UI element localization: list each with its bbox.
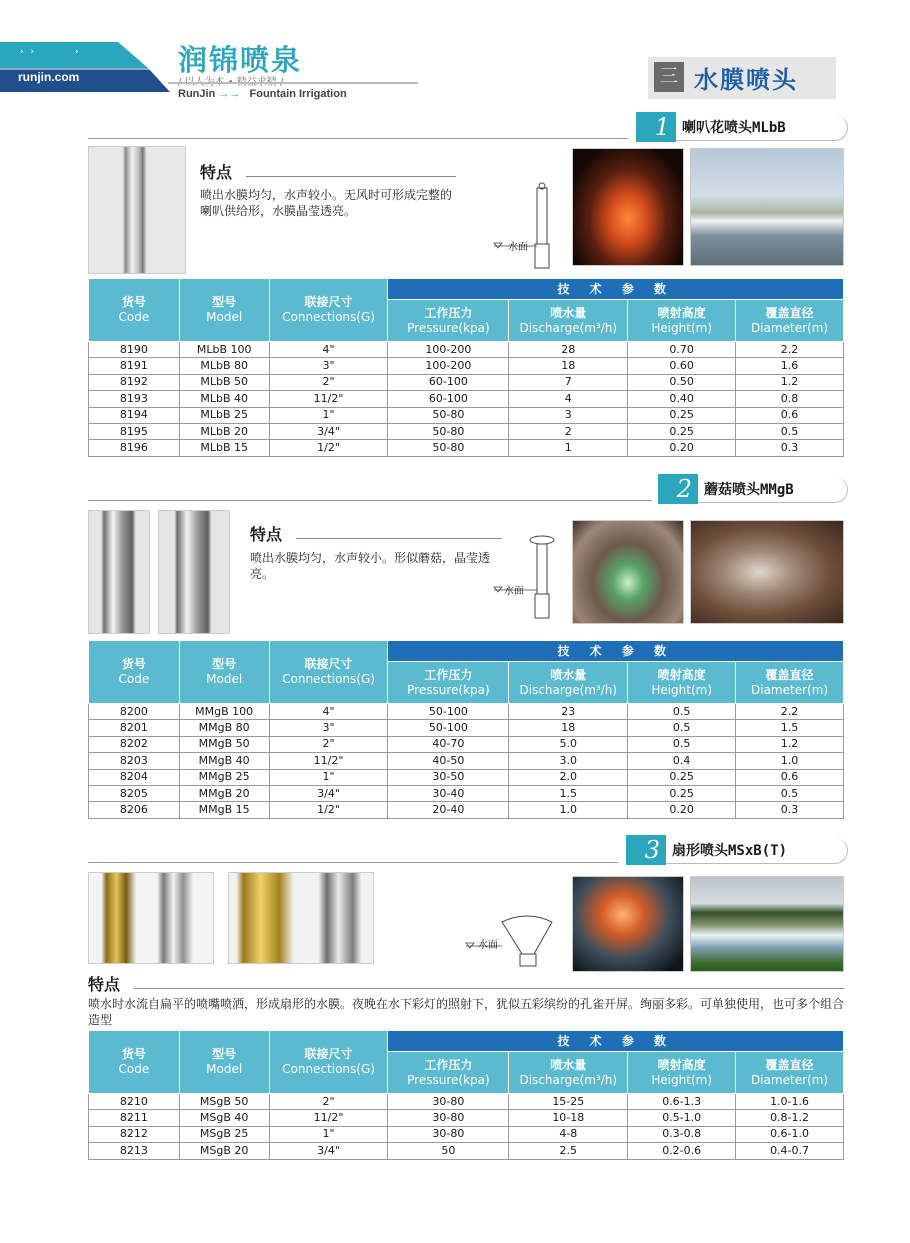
table-cell: 0.6-1.3 <box>628 1094 736 1110</box>
table-cell: 7 <box>509 374 628 390</box>
col-connections: 联接尺寸 Connections(G) <box>269 279 388 342</box>
table-row <box>89 704 844 720</box>
col-model: 型号 Model <box>179 279 269 342</box>
table-cell: MMgB 100 <box>179 704 269 720</box>
table-row <box>89 374 844 390</box>
header-rule <box>168 82 418 84</box>
table-cell: MLbB 20 <box>179 423 269 439</box>
table-cell: 15-25 <box>509 1094 628 1110</box>
table-cell: 50 <box>388 1143 509 1159</box>
section-number: 3 <box>626 835 666 865</box>
table-cell: 8192 <box>89 374 180 390</box>
fan-fountain-night-photo <box>572 876 684 972</box>
col-code: 货号 Code <box>89 279 180 342</box>
features-text: 喷出水膜均匀，水声较小。形似蘑菇，晶莹透亮。 <box>250 551 491 581</box>
col-discharge: 喷水量 Discharge(m³/h) <box>509 662 628 704</box>
table-row <box>89 753 844 769</box>
fan-fountain-day-photo <box>690 876 844 972</box>
table-cell: 0.6 <box>736 769 844 785</box>
table-cell: 2.2 <box>736 342 844 358</box>
section-title: 喇叭花喷头MLbB <box>676 115 848 141</box>
col-discharge: 喷水量 Discharge(m³/h) <box>509 300 628 342</box>
table-cell: 8193 <box>89 391 180 407</box>
water-surface-label: 水面 <box>508 242 528 253</box>
nozzle-diagram <box>490 530 560 620</box>
table-cell: 1.0 <box>509 802 628 818</box>
section-number: 2 <box>658 474 698 504</box>
table-cell: 1/2" <box>269 802 388 818</box>
product-photo <box>158 510 230 634</box>
col-height: 喷射高度 Height(m) <box>628 300 736 342</box>
table-row <box>89 769 844 785</box>
table-cell: MMgB 15 <box>179 802 269 818</box>
table-cell: 2 <box>509 423 628 439</box>
mushroom-fountain-photo-2 <box>690 520 844 624</box>
table-cell: 4 <box>509 391 628 407</box>
section-number: 1 <box>636 112 676 142</box>
table-cell: 1.6 <box>736 358 844 374</box>
table-cell: 8210 <box>89 1094 180 1110</box>
table-cell: 11/2" <box>269 1110 388 1126</box>
table-row <box>89 802 844 818</box>
features-underline <box>134 988 844 989</box>
col-model: 型号 Model <box>179 641 269 704</box>
table-cell: 20-40 <box>388 802 509 818</box>
table-cell: 50-100 <box>388 704 509 720</box>
table-cell: 0.8-1.2 <box>736 1110 844 1126</box>
table-cell: 100-200 <box>388 342 509 358</box>
table-cell: 10-18 <box>509 1110 628 1126</box>
table-cell: 0.5 <box>628 720 736 736</box>
product-photo <box>88 872 214 964</box>
tech-params-header: 技 术 参 数 <box>388 1031 844 1052</box>
table-cell: MLbB 50 <box>179 374 269 390</box>
features-title: 特点 <box>200 163 233 182</box>
table-cell: 50-100 <box>388 720 509 736</box>
table-cell: 8191 <box>89 358 180 374</box>
table-cell: 4" <box>269 704 388 720</box>
brand-slogan <box>178 73 283 88</box>
tech-params-header: 技 术 参 数 <box>388 641 844 662</box>
table-cell: MMgB 25 <box>179 769 269 785</box>
features-underline <box>246 176 456 177</box>
table-cell: 30-80 <box>388 1094 509 1110</box>
table-row <box>89 1110 844 1126</box>
table-cell: 1" <box>269 407 388 423</box>
table-cell: 1.2 <box>736 736 844 752</box>
table-cell: 40-70 <box>388 736 509 752</box>
table-cell: 1" <box>269 769 388 785</box>
table-cell: 0.70 <box>628 342 736 358</box>
mushroom-fountain-photo <box>572 520 684 624</box>
table-cell: 0.40 <box>628 391 736 407</box>
section-rule <box>88 500 652 501</box>
table-cell: 0.2-0.6 <box>628 1143 736 1159</box>
section-rule <box>88 862 618 863</box>
table-cell: 30-80 <box>388 1126 509 1142</box>
table-cell: MMgB 80 <box>179 720 269 736</box>
nozzle-diagram <box>490 180 560 270</box>
table-cell: 0.5 <box>628 704 736 720</box>
table-cell: 8212 <box>89 1126 180 1142</box>
table-cell: 8196 <box>89 440 180 456</box>
table-cell: 30-40 <box>388 785 509 801</box>
section-rule <box>88 138 628 139</box>
table-cell: MLbB 80 <box>179 358 269 374</box>
table-cell: MLbB 100 <box>179 342 269 358</box>
table-cell: 30-80 <box>388 1110 509 1126</box>
table-cell: 0.25 <box>628 407 736 423</box>
col-diameter: 覆盖直径 Diameter(m) <box>736 662 844 704</box>
table-cell: 3/4" <box>269 785 388 801</box>
table-cell: 8204 <box>89 769 180 785</box>
chapter-number: 三 <box>654 62 684 92</box>
table-cell: 50-80 <box>388 407 509 423</box>
product-photo <box>88 146 186 274</box>
table-cell: 11/2" <box>269 391 388 407</box>
table-cell: 0.25 <box>628 785 736 801</box>
col-height: 喷射高度 Height(m) <box>628 1052 736 1094</box>
col-code: 货号 Code <box>89 1031 180 1094</box>
table-cell: MLbB 25 <box>179 407 269 423</box>
table-cell: 2.0 <box>509 769 628 785</box>
table-cell: 0.60 <box>628 358 736 374</box>
table-cell: 1 <box>509 440 628 456</box>
table-cell: 2" <box>269 1094 388 1110</box>
table-cell: 5.0 <box>509 736 628 752</box>
table-row <box>89 423 844 439</box>
table-cell: 3" <box>269 720 388 736</box>
table-cell: 8201 <box>89 720 180 736</box>
col-code: 货号 Code <box>89 641 180 704</box>
col-pressure: 工作压力 Pressure(kpa) <box>388 1052 509 1094</box>
table-row <box>89 1126 844 1142</box>
table-cell: 3.0 <box>509 753 628 769</box>
table-cell: 50-80 <box>388 423 509 439</box>
table-cell: 4" <box>269 342 388 358</box>
table-cell: 60-100 <box>388 374 509 390</box>
table-cell: 8203 <box>89 753 180 769</box>
table-row <box>89 342 844 358</box>
table-cell: 0.5 <box>628 736 736 752</box>
table-cell: 0.20 <box>628 440 736 456</box>
table-cell: MSgB 50 <box>179 1094 269 1110</box>
col-pressure: 工作压力 Pressure(kpa) <box>388 662 509 704</box>
table-cell: 3 <box>509 407 628 423</box>
table-cell: 100-200 <box>388 358 509 374</box>
table-cell: MLbB 15 <box>179 440 269 456</box>
table-cell: 3/4" <box>269 1143 388 1159</box>
table-cell: 23 <box>509 704 628 720</box>
night-fountain-photo <box>572 148 684 266</box>
col-discharge: 喷水量 Discharge(m³/h) <box>509 1052 628 1094</box>
table-cell: 2" <box>269 374 388 390</box>
col-connections: 联接尺寸 Connections(G) <box>269 641 388 704</box>
table-cell: 2.2 <box>736 704 844 720</box>
table-cell: 4-8 <box>509 1126 628 1142</box>
table-cell: 3/4" <box>269 423 388 439</box>
table-cell: 0.4 <box>628 753 736 769</box>
table-cell: 1.2 <box>736 374 844 390</box>
table-cell: 1.5 <box>509 785 628 801</box>
col-diameter: 覆盖直径 Diameter(m) <box>736 1052 844 1094</box>
table-cell: 1.5 <box>736 720 844 736</box>
table-cell: 18 <box>509 720 628 736</box>
chapter-title: 水膜喷头 <box>694 66 798 94</box>
table-cell: 0.3 <box>736 802 844 818</box>
table-cell: MMgB 20 <box>179 785 269 801</box>
table-row <box>89 720 844 736</box>
table-cell: 18 <box>509 358 628 374</box>
arrows-icon: › › › <box>20 47 81 57</box>
table-cell: 8190 <box>89 342 180 358</box>
spec-table <box>88 1030 844 1160</box>
features-text: 喷出水膜均匀，水声较小。无风时可形成完整的喇叭供给形，水膜晶莹透亮。 <box>200 188 453 218</box>
features-title: 特点 <box>250 525 283 544</box>
table-row <box>89 1143 844 1159</box>
table-cell: 0.3-0.8 <box>628 1126 736 1142</box>
table-row <box>89 358 844 374</box>
table-cell: 50-80 <box>388 440 509 456</box>
brand-title: 润锦喷泉 <box>178 43 303 77</box>
product-photo <box>228 872 374 964</box>
table-cell: MSgB 40 <box>179 1110 269 1126</box>
table-cell: 0.5 <box>736 423 844 439</box>
table-cell: 60-100 <box>388 391 509 407</box>
features-underline <box>296 538 502 539</box>
table-cell: 0.5 <box>736 785 844 801</box>
table-cell: 1.0 <box>736 753 844 769</box>
table-cell: MMgB 50 <box>179 736 269 752</box>
table-cell: 0.50 <box>628 374 736 390</box>
table-cell: 0.20 <box>628 802 736 818</box>
table-cell: 8200 <box>89 704 180 720</box>
section-title: 蘑菇喷头MMgB <box>698 477 848 503</box>
table-cell: 0.25 <box>628 423 736 439</box>
table-cell: 1" <box>269 1126 388 1142</box>
table-cell: 11/2" <box>269 753 388 769</box>
table-cell: 8195 <box>89 423 180 439</box>
table-row <box>89 407 844 423</box>
table-cell: 1.0-1.6 <box>736 1094 844 1110</box>
table-cell: 0.3 <box>736 440 844 456</box>
table-cell: 28 <box>509 342 628 358</box>
table-row <box>89 1094 844 1110</box>
table-cell: 8206 <box>89 802 180 818</box>
lake-fountain-photo <box>690 148 844 266</box>
table-cell: 0.6 <box>736 407 844 423</box>
table-cell: 3" <box>269 358 388 374</box>
table-cell: 0.25 <box>628 769 736 785</box>
table-cell: 0.5-1.0 <box>628 1110 736 1126</box>
table-cell: 8194 <box>89 407 180 423</box>
fan-nozzle-diagram <box>462 912 562 972</box>
brand-url: runjin.com <box>18 70 80 84</box>
table-cell: MMgB 40 <box>179 753 269 769</box>
col-pressure: 工作压力 Pressure(kpa) <box>388 300 509 342</box>
table-cell: 8205 <box>89 785 180 801</box>
table-cell: MSgB 25 <box>179 1126 269 1142</box>
table-row <box>89 440 844 456</box>
table-cell: 0.8 <box>736 391 844 407</box>
double-arrow-icon: →→ <box>218 88 241 100</box>
table-row <box>89 785 844 801</box>
product-photo <box>88 510 150 634</box>
spec-table <box>88 640 844 819</box>
col-model: 型号 Model <box>179 1031 269 1094</box>
spec-table <box>88 278 844 457</box>
table-row <box>89 736 844 752</box>
table-cell: 40-50 <box>388 753 509 769</box>
table-cell: 1/2" <box>269 440 388 456</box>
table-cell: 8211 <box>89 1110 180 1126</box>
tech-params-header: 技 术 参 数 <box>388 279 844 300</box>
col-connections: 联接尺寸 Connections(G) <box>269 1031 388 1094</box>
table-cell: 30-50 <box>388 769 509 785</box>
table-cell: 0.4-0.7 <box>736 1143 844 1159</box>
brand-en: RunJin →→ Fountain Irrigation <box>178 88 347 100</box>
table-cell: 8213 <box>89 1143 180 1159</box>
water-surface-label: 水面 <box>478 940 498 951</box>
col-diameter: 覆盖直径 Diameter(m) <box>736 300 844 342</box>
features-title: 特点 <box>88 975 121 994</box>
table-cell: 2" <box>269 736 388 752</box>
table-cell: 8202 <box>89 736 180 752</box>
water-surface-label: 水面 <box>504 586 524 597</box>
table-cell: 2.5 <box>509 1143 628 1159</box>
features-text: 喷水时水流自扁平的喷嘴喷洒，形成扇形的水膜。夜晚在水下彩灯的照射下，犹似五彩缤纷的孔雀开屏。绚丽多彩。可单独使用，也可多个组合造型 <box>88 997 845 1027</box>
table-row <box>89 391 844 407</box>
table-cell: MLbB 40 <box>179 391 269 407</box>
table-cell: 0.6-1.0 <box>736 1126 844 1142</box>
section-title: 扇形喷头MSxB(T) <box>666 838 848 864</box>
col-height: 喷射高度 Height(m) <box>628 662 736 704</box>
table-cell: MSgB 20 <box>179 1143 269 1159</box>
